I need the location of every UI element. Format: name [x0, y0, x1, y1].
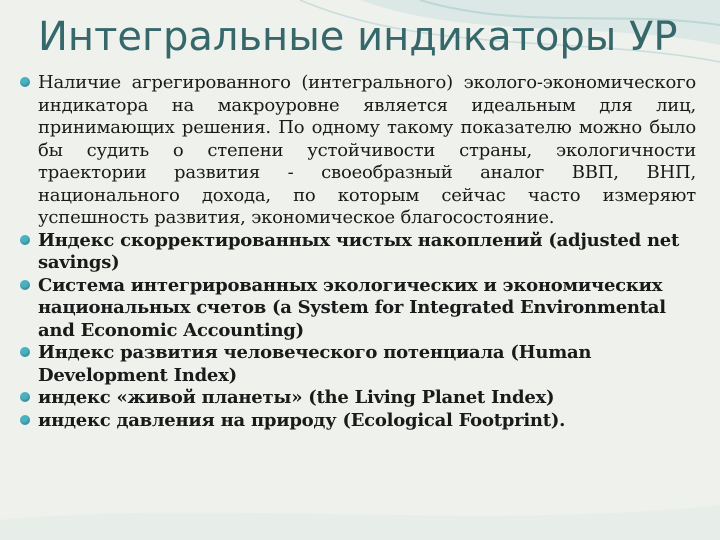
bullet-dot-icon: [20, 347, 30, 357]
slide-title: Интегральные индикаторы УР: [38, 14, 678, 60]
bullet-item: [20, 410, 696, 433]
bullet-dot-icon: [20, 415, 30, 425]
bullet-text: Индекс скорректированных чистых накоплений (adjusted net savings): [38, 229, 680, 273]
bullet-item: [20, 275, 696, 343]
bullet-text: индекс «живой планеты» (the Living Planet Index): [38, 387, 555, 408]
bullet-dot-icon: [20, 235, 30, 245]
bullet-item: [20, 72, 696, 230]
bullet-text: Индекс развития человеческого потенциала (Human Development Index): [38, 342, 592, 386]
bullet-dot-icon: [20, 77, 30, 87]
bullet-list: [20, 72, 696, 432]
bullet-dot-icon: [20, 392, 30, 402]
bullet-item: [20, 387, 696, 410]
bullet-item: [20, 342, 696, 387]
bullet-text: Наличие агрегированного (интегрального) эколого-экономического индикатора на макроуровне является идеальным для лиц, принимающих решения. По одному такому показателю можно было бы судить о степени устойчивости страны, экологичности траектории развития - своеобразный аналог ВВП, ВНП, национального дохода, по которым сейчас часто измеряют успешность развития, экономическое благосостояние.: [38, 72, 696, 228]
bullet-text: Система интегрированных экологических и экономических национальных счетов (a System for Integrated Environmental and Economic Accounting): [38, 274, 666, 341]
bullet-dot-icon: [20, 280, 30, 290]
bullet-item: [20, 230, 696, 275]
bullet-text: индекс давления на природу (Ecological Footprint).: [38, 409, 566, 431]
